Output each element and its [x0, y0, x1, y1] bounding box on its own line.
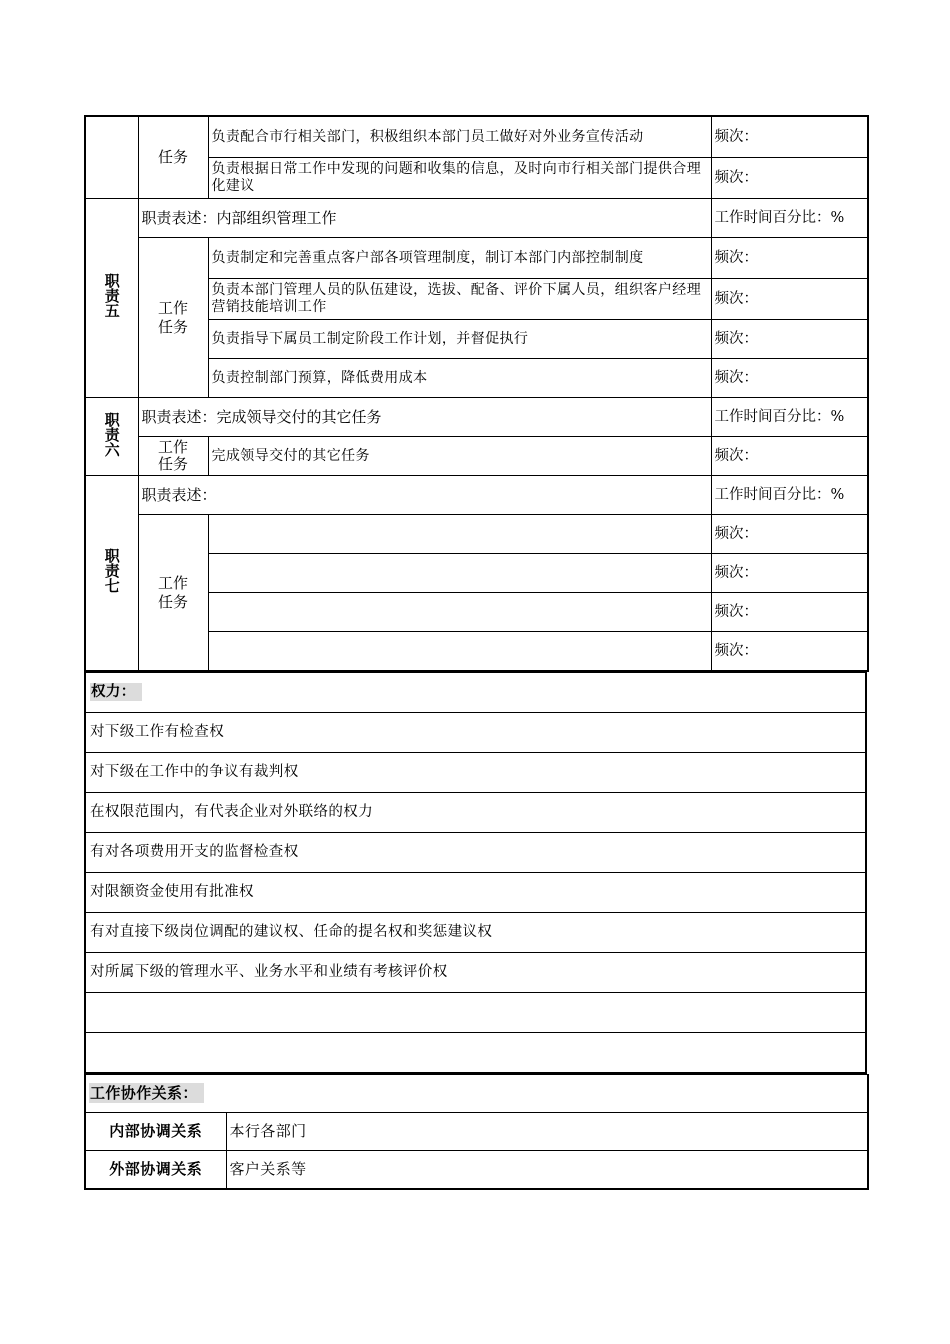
power-header-row: [85, 673, 866, 713]
coop-external-value: 客户关系等: [226, 1151, 868, 1190]
duty5-freq-3: 频次：: [711, 320, 868, 359]
duty7-task-2[interactable]: [208, 554, 711, 593]
duty5-freq-2: 频次：: [711, 279, 868, 320]
power-row: [85, 753, 866, 793]
duty5-task-4: 负责控制部门预算，降低费用成本: [208, 359, 711, 398]
duty5-task-1: 负责制定和完善重点客户部各项管理制度，制订本部门内部控制制度: [208, 238, 711, 279]
duty4-task-1: 负责配合市行相关部门，积极组织本部门员工做好对外业务宣传活动: [208, 116, 711, 158]
duty6-label: 职责六: [85, 398, 138, 476]
duty5-pct: 工作时间百分比：%: [711, 199, 868, 238]
power-row: [85, 993, 866, 1033]
duty6-desc: 职责表述：完成领导交付的其它任务: [138, 398, 711, 437]
duty4-task-2: 负责根据日常工作中发现的问题和收集的信息，及时向市行相关部门提供合理化建议: [208, 158, 711, 199]
power-row: [85, 873, 866, 913]
coop-internal-value: 本行各部门: [226, 1113, 868, 1151]
duty5-freq-1: 频次：: [711, 238, 868, 279]
power-row: [85, 953, 866, 993]
duty4-freq-2: 频次：: [711, 158, 868, 199]
power-item-6: 有对直接下级岗位调配的建议权、任命的提名权和奖惩建议权: [85, 913, 866, 953]
duty7-task-4[interactable]: [208, 632, 711, 672]
duty5-task-row-1: [85, 238, 868, 279]
duty4-freq-1: 频次：: [711, 116, 868, 158]
duty6-task-1: 完成领导交付的其它任务: [208, 437, 711, 476]
duty7-freq-2: 频次：: [711, 554, 868, 593]
duty7-desc: 职责表述：: [138, 476, 711, 515]
duty6-freq-1: 频次：: [711, 437, 868, 476]
duty7-freq-1: 频次：: [711, 515, 868, 554]
power-item-empty-1[interactable]: [85, 993, 866, 1033]
duty7-desc-row: [85, 476, 868, 515]
duty5-task-2: 负责本部门管理人员的队伍建设，选拔、配备、评价下属人员，组织客户经理营销技能培训工作: [208, 279, 711, 320]
power-row: [85, 793, 866, 833]
duty4-label-cell: [85, 116, 138, 199]
power-item-3: 在权限范围内，有代表企业对外联络的权力: [85, 793, 866, 833]
power-item-7: 对所属下级的管理水平、业务水平和业绩有考核评价权: [85, 953, 866, 993]
power-item-empty-2[interactable]: [85, 1033, 866, 1074]
duty6-sub-label: 工作任务: [138, 437, 208, 476]
duty5-desc-row: [85, 199, 868, 238]
power-item-2: 对下级在工作中的争议有裁判权: [85, 753, 866, 793]
power-item-1: 对下级工作有检查权: [85, 713, 866, 753]
duty7-freq-4: 频次：: [711, 632, 868, 672]
power-item-5: 对限额资金使用有批准权: [85, 873, 866, 913]
job-description-sheet: [84, 115, 867, 1190]
duty5-desc: 职责表述：内部组织管理工作: [138, 199, 711, 238]
duty5-freq-4: 频次：: [711, 359, 868, 398]
power-title: 权力：: [85, 673, 866, 713]
duty6-desc-row: [85, 398, 868, 437]
coop-table: [84, 1074, 869, 1190]
coop-external-label: 外部协调关系: [85, 1151, 226, 1190]
power-row: [85, 1033, 866, 1074]
coop-internal-row: [85, 1113, 868, 1151]
power-item-4: 有对各项费用开支的监督检查权: [85, 833, 866, 873]
power-row: [85, 713, 866, 753]
duty6-pct: 工作时间百分比：%: [711, 398, 868, 437]
duty7-sub-label: 工作任务: [138, 515, 208, 672]
coop-internal-label: 内部协调关系: [85, 1113, 226, 1151]
coop-header-row: [85, 1075, 868, 1113]
duty5-label: 职责五: [85, 199, 138, 398]
duty7-pct: 工作时间百分比：%: [711, 476, 868, 515]
duty6-task-row-1: [85, 437, 868, 476]
power-row: [85, 833, 866, 873]
duty5-sub-label: 工作任务: [138, 238, 208, 398]
duty5-task-3: 负责指导下属员工制定阶段工作计划，并督促执行: [208, 320, 711, 359]
duty4-task-row-1: [85, 116, 868, 158]
duty7-freq-3: 频次：: [711, 593, 868, 632]
duty7-task-row-1: [85, 515, 868, 554]
duty4-sub-label: 任务: [138, 116, 208, 199]
coop-external-row: [85, 1151, 868, 1190]
duty7-label: 职责七: [85, 476, 138, 672]
duty7-task-1[interactable]: [208, 515, 711, 554]
power-row: [85, 913, 866, 953]
duty7-task-3[interactable]: [208, 593, 711, 632]
duties-table: [84, 115, 869, 672]
power-table: [84, 672, 867, 1074]
coop-title: 工作协作关系：: [85, 1075, 868, 1113]
